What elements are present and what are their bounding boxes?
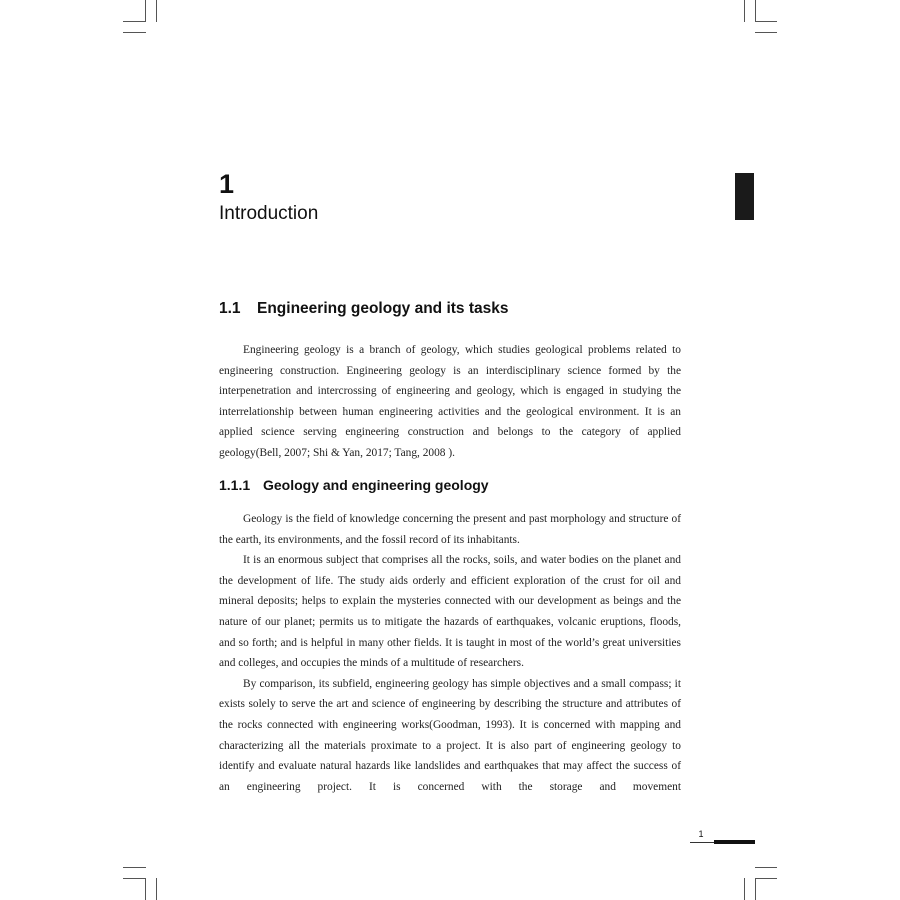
chapter-thumb-tab [735, 173, 754, 220]
crop-mark-top-right [755, 32, 777, 33]
crop-mark-bottom-right [755, 878, 777, 879]
crop-mark-bottom-left [156, 878, 157, 900]
paragraph: Geology is the field of knowledge concerning the present and past morphology and structure of the earth, its environments, and the fossil record of its inhabitants. [219, 513, 681, 546]
crop-mark-top-right [755, 21, 777, 22]
paragraph: It is an enormous subject that comprises all the rocks, soils, and water bodies on the planet and the development of life. The study aids orderly and efficient exploration of the crust for oil and mineral deposits; helps to explain the mysteries connected with our development as beings and the nature of our planet; permits us to mitigate the hazards of earthquakes, volcanic eruptions, floods, and so forth; and is helpful in many other fields. It is taught in most of the world’s great universities and colleges, and occupies the minds of a multitude of researchers. [219, 554, 681, 670]
crop-mark-top-right [744, 0, 745, 22]
section-body [219, 340, 681, 464]
crop-mark-top-left [123, 32, 146, 33]
section-heading [219, 298, 509, 320]
subsection-heading [219, 475, 489, 495]
crop-mark-bottom-right [744, 878, 745, 900]
crop-mark-bottom-right [755, 867, 777, 868]
crop-mark-top-left [123, 21, 146, 22]
section-title: Engineering geology and its tasks [257, 300, 509, 317]
folio-bar [714, 840, 755, 844]
crop-mark-top-left [145, 0, 146, 22]
crop-mark-bottom-left [123, 878, 146, 879]
paragraph: Engineering geology is a branch of geology, which studies geological problems related to engineering construction. Engineering geology is an interdisciplinary science formed by the interpenetration and intercrossing of engineering and geology, which is engaged in studying the interrelationship between human engineering activities and the geological environment. It is an applied science serving engineering construction and belongs to the category of applied geology(Bell, 2007; Shi & Yan, 2017; Tang, 2008 ). [219, 344, 681, 459]
crop-mark-top-left [156, 0, 157, 22]
chapter-number: 1 [219, 169, 235, 199]
crop-mark-bottom-right [755, 878, 756, 900]
crop-mark-top-right [755, 0, 756, 22]
chapter-title: Introduction [219, 203, 319, 224]
folio-rule [690, 842, 714, 843]
subsection-body [219, 509, 681, 797]
subsection-number: 1.1.1 [219, 477, 251, 493]
paragraph: By comparison, its subfield, engineering geology has simple objectives and a small compass; it exists solely to serve the art and science of engineering by describing the structure and attributes of the rocks connected with engineering works(Goodman, 1993). It is concerned with mapping and characterizing all the materials proximate to a project. It is also part of engineering geology to identify and evaluate natural hazards like landslides and earthquakes that may affect the success of an engineering project. It is concerned with the storage and movement [219, 677, 681, 793]
crop-mark-bottom-left [145, 878, 146, 900]
page-number: 1 [698, 829, 704, 839]
subsection-title: Geology and engineering geology [263, 477, 489, 493]
section-number: 1.1 [219, 300, 241, 317]
crop-mark-bottom-left [123, 867, 146, 868]
